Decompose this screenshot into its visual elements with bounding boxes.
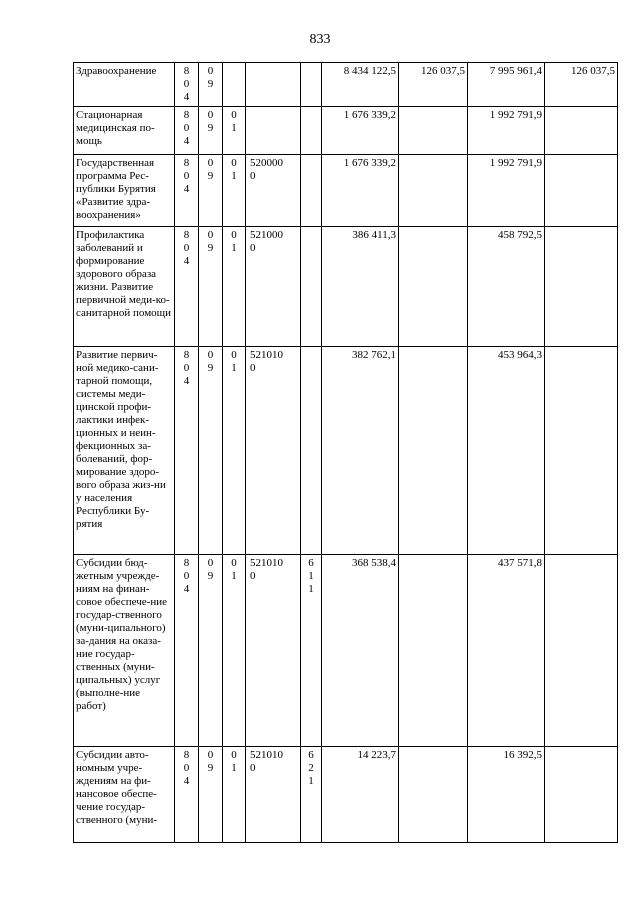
amount-col-1: 1 676 339,2	[322, 107, 399, 155]
row-name: Стационарная медицинская по-мощь	[74, 107, 175, 155]
section-code: 0 9	[199, 63, 223, 107]
subsection-code: 0 1	[223, 747, 246, 843]
ministry-code: 8 0 4	[175, 747, 199, 843]
expense-type-code	[301, 107, 322, 155]
amount-col-1: 382 762,1	[322, 347, 399, 555]
target-code	[246, 63, 301, 107]
ministry-code: 8 0 4	[175, 63, 199, 107]
row-name: Развитие первич-ной медико-сани-тарной помощи, системы меди-цинской профи-лактики инфек-ционных и неин-фекционных за-болеваний, фор-мирование здоро-вого образа жиз-ни у населения Республики Бу-рятия	[74, 347, 175, 555]
amount-col-1: 1 676 339,2	[322, 155, 399, 227]
subsection-code: 0 1	[223, 555, 246, 747]
table-row	[74, 155, 618, 227]
amount-col-4	[545, 227, 618, 347]
amount-col-2	[399, 227, 468, 347]
expense-type-code	[301, 63, 322, 107]
expense-type-code: 6 1 1	[301, 555, 322, 747]
ministry-code: 8 0 4	[175, 155, 199, 227]
amount-col-3: 437 571,8	[468, 555, 545, 747]
section-code: 0 9	[199, 227, 223, 347]
subsection-code	[223, 63, 246, 107]
amount-col-3: 16 392,5	[468, 747, 545, 843]
section-code: 0 9	[199, 155, 223, 227]
section-code: 0 9	[199, 107, 223, 155]
target-code: 521010 0	[246, 555, 301, 747]
amount-col-3: 458 792,5	[468, 227, 545, 347]
target-code	[246, 107, 301, 155]
table-body	[74, 63, 618, 843]
amount-col-2	[399, 555, 468, 747]
amount-col-3: 1 992 791,9	[468, 107, 545, 155]
section-code: 0 9	[199, 555, 223, 747]
ministry-code: 8 0 4	[175, 107, 199, 155]
table-row	[74, 555, 618, 747]
subsection-code: 0 1	[223, 227, 246, 347]
amount-col-1: 368 538,4	[322, 555, 399, 747]
row-name: Субсидии авто-номным учре-ждениям на фи-нансовое обеспе-чение государ-ственного (муни-	[74, 747, 175, 843]
amount-col-4	[545, 555, 618, 747]
amount-col-2	[399, 347, 468, 555]
amount-col-3: 453 964,3	[468, 347, 545, 555]
row-name: Профилактика заболеваний и формирование здорового образа жизни. Развитие первичной меди-ко-санитарной помощи	[74, 227, 175, 347]
amount-col-2	[399, 747, 468, 843]
table-row	[74, 63, 618, 107]
amount-col-1: 8 434 122,5	[322, 63, 399, 107]
amount-col-4	[545, 107, 618, 155]
amount-col-2	[399, 107, 468, 155]
target-code: 521000 0	[246, 227, 301, 347]
subsection-code: 0 1	[223, 107, 246, 155]
budget-table	[73, 62, 618, 843]
amount-col-1: 14 223,7	[322, 747, 399, 843]
amount-col-3: 1 992 791,9	[468, 155, 545, 227]
target-code: 521010 0	[246, 747, 301, 843]
amount-col-4: 126 037,5	[545, 63, 618, 107]
section-code: 0 9	[199, 347, 223, 555]
amount-col-3: 7 995 961,4	[468, 63, 545, 107]
expense-type-code	[301, 347, 322, 555]
amount-col-2	[399, 155, 468, 227]
section-code: 0 9	[199, 747, 223, 843]
ministry-code: 8 0 4	[175, 227, 199, 347]
expense-type-code	[301, 155, 322, 227]
row-name: Здравоохранение	[74, 63, 175, 107]
expense-type-code: 6 2 1	[301, 747, 322, 843]
amount-col-4	[545, 155, 618, 227]
subsection-code: 0 1	[223, 155, 246, 227]
amount-col-1: 386 411,3	[322, 227, 399, 347]
amount-col-2: 126 037,5	[399, 63, 468, 107]
target-code: 521010 0	[246, 347, 301, 555]
amount-col-4	[545, 347, 618, 555]
ministry-code: 8 0 4	[175, 347, 199, 555]
target-code: 520000 0	[246, 155, 301, 227]
amount-col-4	[545, 747, 618, 843]
expense-type-code	[301, 227, 322, 347]
table-row	[74, 347, 618, 555]
table-row	[74, 747, 618, 843]
row-name: Государственная программа Рес-публики Бурятия «Развитие здра-воохранения»	[74, 155, 175, 227]
row-name: Субсидии бюд-жетным учрежде-ниям на финан-совое обеспече-ние государ-ственного (муни-ципального) за-дания на оказа-ние государ-ственных (муни-ципальных) услуг (выполне-ние работ)	[74, 555, 175, 747]
table-row	[74, 227, 618, 347]
table-row	[74, 107, 618, 155]
page-number: 833	[309, 32, 331, 47]
ministry-code: 8 0 4	[175, 555, 199, 747]
subsection-code: 0 1	[223, 347, 246, 555]
